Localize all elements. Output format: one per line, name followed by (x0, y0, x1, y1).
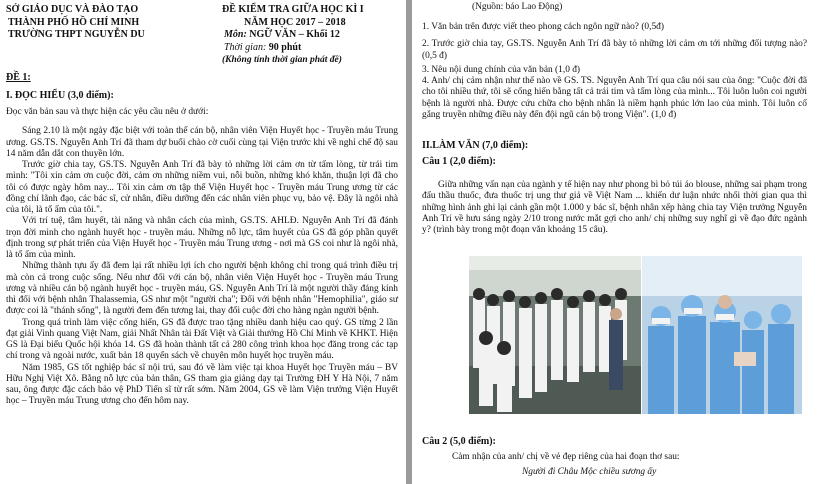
passage-paragraph: Trong quá trình làm việc cống hiến, GS đã được trao tặng nhiều danh hiệu cao quý. GS từng 2 lần đạt giải Vinh quang Việt Nam, giải Nhất Nhân tài Đất Việt và Giải thưởng Hồ Chí Minh về KHKT. Hiện GS là Đại biểu Quốc hội khóa 14. GS đã hoàn thành tất cả 280 công trình khoa học đăng trong các tạp chí trong và ngoài nước, xuất bản 18 quyển sách về chuyên môn huyết học truyền máu. (6, 317, 398, 362)
school-year: NĂM HỌC 2017 – 2018 (244, 16, 346, 28)
time-line (222, 42, 364, 55)
question1-body: Giữa những vấn nạn của ngành y tế hiện nay như phong bì bỏ túi áo blouse, những sai phạm trong đấu thầu thuốc, đưa thuốc trị ung thư giả về Việt Nam ... khiến dư luận nhức nhối thời gian qua thì những hình ảnh ghi lại cảnh gần một 1.000 y bác sĩ, bệnh nhân xếp hàng chia tay Viện trưởng Nguyễn Anh Trí về hưu sáng ngày 2/10 trong nước mắt gợi cho anh/ chị những suy nghĩ gì về đạo đức ngành y? (trình bày trong một đoạn văn khoảng 15 câu). (422, 180, 807, 236)
question1-title: Câu 1 (2,0 điểm): (422, 156, 496, 167)
question-item: 3. Nêu nội dung chính của văn bản (1,0 đ) (422, 64, 581, 75)
subject-value: NGỮ VĂN – Khối 12 (249, 29, 340, 40)
reading-questions (422, 22, 807, 121)
poem-line: Người đi Châu Mộc chiều sương ấy (522, 467, 657, 477)
question-item: 1. Văn bản trên được viết theo phong cách ngôn ngữ nào? (0,5đ) (422, 22, 664, 32)
time-value: 90 phút (268, 41, 302, 53)
exam-title: ĐỀ KIỂM TRA GIỮA HỌC KÌ I (222, 4, 364, 15)
source-note: (Nguồn: báo Lao Động) (472, 2, 563, 12)
exam-page-left (0, 0, 406, 484)
question2-text: Cảm nhận của anh/ chị về vẻ đẹp riêng của hai đoạn thơ sau: (452, 452, 680, 462)
school-name: TRƯỜNG THPT NGUYỄN DU (8, 29, 145, 40)
passage-paragraph: Với trí tuệ, tâm huyết, tài năng và nhân cách của mình, GS.TS. AHLĐ. Nguyễn Anh Trí đã đánh trọn đời mình cho ngành huyết học - truyền máu. Những nỗ lực, tâm huyết của GS đã góp phần quyết định trong sự phát triển của Viện Huyết học - Truyền máu Trung ương - nơi mà GS coi như là ngôi nhà, là tổ ấm của mình. (6, 216, 398, 260)
passage-paragraph: Những thành tựu ấy đã đem lại rất nhiều lợi ích cho người bệnh không chỉ trong quá trình điều trị mà còn cả trong cuộc sống. Nếu như đối với cán bộ, nhân viên Viện Huyết học - Truyền máu Trung ương và nhiều cán bộ ngành huyết học - truyền máu, GS. Nguyễn Anh Trí là một người thầy đáng kính thì đối với bệnh nhân Thalassemia, GS như một "người cha"; Đối với bệnh nhân "Hemophilia", giáo sư được coi là "thánh sống", là người đem đến tương lai, thay đổi cuộc đời cho hàng ngàn người bệnh. (6, 261, 398, 317)
crowd-farewell-photo (469, 256, 641, 414)
passage-intro: Đọc văn bản sau và thực hiện các yêu cầu nêu ở dưới: (6, 107, 209, 117)
reading-section-title: I. ĐỌC HIỂU (3,0 điểm): (6, 90, 114, 101)
question1-text (422, 180, 807, 236)
writing-section-title: II.LÀM VĂN (7,0 điểm): (422, 140, 529, 151)
subject-label: Môn: (224, 29, 247, 40)
subject-line (222, 29, 364, 42)
exam-header (222, 4, 364, 67)
time-note: (Không tính thời gian phát đề) (222, 55, 342, 65)
question-item: 4. Anh/ chị cảm nhận như thế nào về GS. TS. Nguyễn Anh Trí qua câu nói sau của ông: "Cuộc đời đã cho tôi nhiều thứ, tôi sẽ cống hiến bằng tất cả trái tim và tấm lòng của mình... Tôi luôn luôn coi người bệnh là người nhà. Được cứu chữa cho bệnh nhân là niềm hạnh phúc lớn lao của mình. Tôi luôn cố gắng truyền những điều này đến đội ngũ cán bộ trong Viện". (1,0 đ) (422, 76, 807, 121)
exam-version-label: ĐỀ 1: (6, 72, 31, 83)
school-header (6, 4, 145, 42)
question2-title: Câu 2 (5,0 điểm): (422, 436, 496, 447)
exam-page-right (412, 0, 817, 484)
passage-paragraph: Sáng 2.10 là một ngày đặc biệt với toàn thể cán bộ, nhân viên Viện Huyết học - Truyền máu Trung ương. GS.TS. Nguyễn Anh Trí đã tham dự buổi chào cờ cuối cùng tại Viện trước khi về nghỉ chế độ sau 14 năm dẫn dắt con thuyền lớn. (6, 126, 398, 159)
time-label: Thời gian: (224, 41, 267, 53)
medical-staff-photo (642, 256, 802, 414)
reading-passage (6, 107, 398, 408)
question-item: 2. Trước giờ chia tay, GS.TS. Nguyễn Anh Trí đã bày tỏ những lời cảm ơn tới những đối tượng nào? (0,5 đ) (422, 39, 807, 61)
passage-paragraph: Năm 1985, GS tốt nghiệp bác sĩ nội trú, sau đó về làm việc tại khoa Huyết học Truyền máu – BV Hữu Nghị Việt Xô. Bằng nỗ lực của bản thân, GS tham gia giảng dạy tại Trường ĐH Y Hà Nội, 7 năm sau, ông được đặc cách bảo vệ PhD Tiến sĩ từ rất sớm. Năm 2004, GS về làm Viện trưởng Viện Huyết học – Truyền máu Trung ương cho đến hôm nay. (6, 362, 398, 407)
department-name: SỞ GIÁO DỤC VÀ ĐÀO TẠO (6, 4, 139, 15)
passage-paragraph: Trước giờ chia tay, GS.TS. Nguyễn Anh Trí đã bày tỏ những lời cảm ơn từ tấm lòng, từ trái tim mình: "Tôi xin cảm ơn cuộc đời, cảm ơn những niềm vui, nỗi buồn, những khó khăn, thuận lợi đã cho tôi có được ngày hôm nay... Tôi xin cảm ơn tập thể Viện Huyết học - Truyền máu Trung ương từ các đồng chí lãnh đạo, các bác sĩ, cử nhân, điều dưỡng đến các nhân viên phục vụ, bảo vệ. Đây là ngôi nhà của tôi, là tổ ấm của tôi.". (6, 160, 398, 215)
city-name: THÀNH PHỐ HỒ CHÍ MINH (8, 16, 140, 28)
